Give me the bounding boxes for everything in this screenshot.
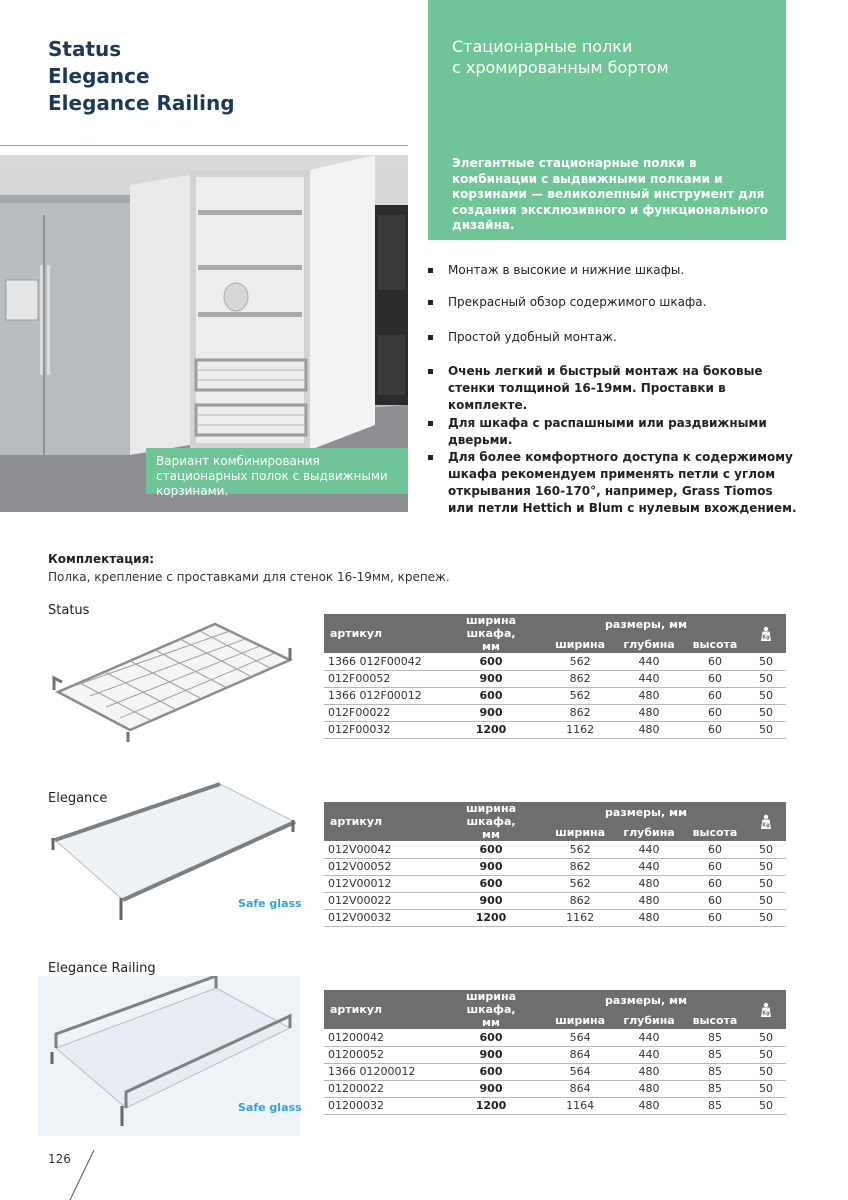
cell-cabinet-width: 600 xyxy=(436,1029,546,1046)
cell-width: 562 xyxy=(546,687,614,704)
cell-cabinet-width: 900 xyxy=(436,892,546,909)
cell-load: 50 xyxy=(746,909,786,926)
kitchen-photo xyxy=(0,155,408,512)
cell-load: 50 xyxy=(746,653,786,670)
cell-load: 50 xyxy=(746,721,786,738)
title-divider xyxy=(0,145,408,146)
cell-cabinet-width: 900 xyxy=(436,1080,546,1097)
intro-heading-line-1: Стационарные полки xyxy=(452,37,633,56)
feature-item: Очень легкий и быстрый монтаж на боковые стенки толщиной 16-19мм. Проставки в комплекте. xyxy=(428,363,798,414)
title-line-status: Status xyxy=(48,37,122,61)
svg-text:Kg: Kg xyxy=(762,634,770,640)
header-load xyxy=(746,802,786,841)
title-line-elegance: Elegance xyxy=(48,64,150,88)
cell-article: 01200032 xyxy=(324,1097,436,1114)
section-title-elegance-railing: Elegance Railing xyxy=(48,961,156,976)
header-width: ширина xyxy=(546,1011,614,1029)
cell-depth: 440 xyxy=(614,653,684,670)
cell-article: 1366 012F00012 xyxy=(324,687,436,704)
cell-cabinet-width: 900 xyxy=(436,704,546,721)
svg-text:Kg: Kg xyxy=(762,1010,770,1016)
cell-width: 862 xyxy=(546,704,614,721)
table-row xyxy=(324,841,786,858)
cell-cabinet-width: 600 xyxy=(436,841,546,858)
cell-article: 012V00022 xyxy=(324,892,436,909)
feature-item: Для более комфортного доступа к содержимому шкафа рекомендуем применять петли с углом открывания 160-170°, например, Grass Tiomos или петли Hettich и Blum с нулевым вхождением. xyxy=(428,449,802,517)
header-depth: глубина xyxy=(614,1011,684,1029)
cell-width: 562 xyxy=(546,875,614,892)
page-number: 126 xyxy=(48,1152,71,1166)
cell-load: 50 xyxy=(746,1080,786,1097)
cell-height: 60 xyxy=(684,892,746,909)
cell-width: 862 xyxy=(546,858,614,875)
header-cabinet-width-l1: ширина шкафа, xyxy=(466,802,516,828)
cell-load: 50 xyxy=(746,858,786,875)
header-height: высота xyxy=(684,635,746,653)
header-width: ширина xyxy=(546,635,614,653)
spec-table-elegance-railing xyxy=(324,990,786,1115)
table-row xyxy=(324,1029,786,1046)
cell-width: 1162 xyxy=(546,909,614,926)
table-row xyxy=(324,875,786,892)
cell-depth: 480 xyxy=(614,1063,684,1080)
header-height: высота xyxy=(684,823,746,841)
cell-height: 60 xyxy=(684,670,746,687)
header-dimensions: размеры, мм xyxy=(546,614,746,635)
cell-article: 1366 01200012 xyxy=(324,1063,436,1080)
header-cabinet-width-l1: ширина шкафа, xyxy=(466,990,516,1016)
cell-depth: 440 xyxy=(614,1029,684,1046)
header-depth: глубина xyxy=(614,823,684,841)
kit-description: Полка, крепление с проставками для стенок 16-19мм, крепеж. xyxy=(48,570,450,584)
kit-title: Комплектация: xyxy=(48,552,155,566)
spec-rows-elegance-railing xyxy=(324,1029,786,1114)
cell-height: 85 xyxy=(684,1029,746,1046)
header-cabinet-width xyxy=(436,614,546,653)
cell-load: 50 xyxy=(746,1046,786,1063)
header-cabinet-width-l2: мм xyxy=(482,828,500,841)
table-row xyxy=(324,653,786,670)
table-row xyxy=(324,670,786,687)
intro-description: Элегантные стационарные полки в комбинации с выдвижными полками и корзинами — великолепный инструмент для создания эксклюзивного и функционального дизайна. xyxy=(452,156,768,232)
spec-rows-status xyxy=(324,653,786,738)
cell-depth: 440 xyxy=(614,858,684,875)
header-cabinet-width xyxy=(436,990,546,1029)
cell-cabinet-width: 900 xyxy=(436,1046,546,1063)
header-depth: глубина xyxy=(614,635,684,653)
cell-width: 862 xyxy=(546,670,614,687)
header-dimensions: размеры, мм xyxy=(546,990,746,1011)
header-dimensions: размеры, мм xyxy=(546,802,746,823)
cell-height: 85 xyxy=(684,1063,746,1080)
cell-width: 564 xyxy=(546,1029,614,1046)
cell-depth: 480 xyxy=(614,1097,684,1114)
cell-load: 50 xyxy=(746,841,786,858)
header-cabinet-width-l1: ширина шкафа, xyxy=(466,614,516,640)
table-row xyxy=(324,892,786,909)
cell-article: 01200022 xyxy=(324,1080,436,1097)
header-cabinet-width xyxy=(436,802,546,841)
cell-article: 012F00032 xyxy=(324,721,436,738)
status-shelf-image xyxy=(50,612,300,752)
table-row xyxy=(324,1063,786,1080)
cell-load: 50 xyxy=(746,670,786,687)
header-load xyxy=(746,990,786,1029)
intro-panel xyxy=(428,0,786,240)
feature-item: Простой удобный монтаж. xyxy=(428,329,818,346)
cell-cabinet-width: 1200 xyxy=(436,909,546,926)
cell-width: 562 xyxy=(546,653,614,670)
svg-text:Kg: Kg xyxy=(762,822,770,828)
cell-width: 1164 xyxy=(546,1097,614,1114)
cell-width: 864 xyxy=(546,1046,614,1063)
cell-cabinet-width: 600 xyxy=(436,1063,546,1080)
cell-width: 862 xyxy=(546,892,614,909)
header-load xyxy=(746,614,786,653)
cell-cabinet-width: 900 xyxy=(436,670,546,687)
cell-article: 01200052 xyxy=(324,1046,436,1063)
cell-cabinet-width: 600 xyxy=(436,653,546,670)
cell-cabinet-width: 600 xyxy=(436,687,546,704)
feature-item: Прекрасный обзор содержимого шкафа. xyxy=(428,294,818,311)
cell-cabinet-width: 1200 xyxy=(436,1097,546,1114)
cell-load: 50 xyxy=(746,1097,786,1114)
cell-cabinet-width: 1200 xyxy=(436,721,546,738)
header-article: артикул xyxy=(324,614,436,653)
cell-depth: 480 xyxy=(614,721,684,738)
spec-rows-elegance xyxy=(324,841,786,926)
table-row xyxy=(324,721,786,738)
cell-height: 60 xyxy=(684,909,746,926)
cell-height: 60 xyxy=(684,841,746,858)
kg-weight-icon xyxy=(760,1002,772,1018)
cell-height: 85 xyxy=(684,1097,746,1114)
cell-height: 60 xyxy=(684,653,746,670)
page-number-slash xyxy=(66,1148,98,1200)
table-row xyxy=(324,858,786,875)
cell-load: 50 xyxy=(746,1063,786,1080)
kg-weight-icon xyxy=(760,814,772,830)
cell-load: 50 xyxy=(746,1029,786,1046)
safe-glass-label-elegance: Safe glass xyxy=(238,897,302,910)
cell-load: 50 xyxy=(746,892,786,909)
table-row xyxy=(324,1046,786,1063)
table-row xyxy=(324,704,786,721)
cell-width: 864 xyxy=(546,1080,614,1097)
header-cabinet-width-l2: мм xyxy=(482,1016,500,1029)
cell-width: 562 xyxy=(546,841,614,858)
cell-article: 012V00042 xyxy=(324,841,436,858)
safe-glass-label-elegance-railing: Safe glass xyxy=(238,1101,302,1114)
cell-depth: 480 xyxy=(614,704,684,721)
cell-article: 012F00022 xyxy=(324,704,436,721)
cell-depth: 480 xyxy=(614,687,684,704)
table-row xyxy=(324,1080,786,1097)
feature-item: Для шкафа с распашными или раздвижными дверьми. xyxy=(428,415,818,449)
header-article: артикул xyxy=(324,802,436,841)
cell-load: 50 xyxy=(746,687,786,704)
intro-heading xyxy=(452,36,762,78)
cell-article: 012V00052 xyxy=(324,858,436,875)
cell-cabinet-width: 900 xyxy=(436,858,546,875)
cell-cabinet-width: 600 xyxy=(436,875,546,892)
cell-width: 564 xyxy=(546,1063,614,1080)
cell-article: 1366 012F00042 xyxy=(324,653,436,670)
cell-depth: 440 xyxy=(614,841,684,858)
cell-article: 012V00032 xyxy=(324,909,436,926)
cell-depth: 440 xyxy=(614,1046,684,1063)
table-row xyxy=(324,909,786,926)
cell-article: 012V00012 xyxy=(324,875,436,892)
cell-load: 50 xyxy=(746,875,786,892)
cell-width: 1162 xyxy=(546,721,614,738)
section-title-status: Status xyxy=(48,603,90,618)
spec-table-status xyxy=(324,614,786,739)
photo-caption: Вариант комбинирования стационарных полок с выдвижными корзинами. xyxy=(146,448,408,494)
table-row xyxy=(324,687,786,704)
title-line-elegance-railing: Elegance Railing xyxy=(48,91,235,115)
cell-depth: 480 xyxy=(614,909,684,926)
section-title-elegance: Elegance xyxy=(48,791,108,806)
cell-depth: 480 xyxy=(614,1080,684,1097)
cell-height: 85 xyxy=(684,1046,746,1063)
header-width: ширина xyxy=(546,823,614,841)
cell-height: 85 xyxy=(684,1080,746,1097)
cell-depth: 480 xyxy=(614,875,684,892)
intro-heading-line-2: с хромированным бортом xyxy=(452,58,669,77)
cell-height: 60 xyxy=(684,704,746,721)
page-title xyxy=(48,36,235,117)
header-height: высота xyxy=(684,1011,746,1029)
cell-height: 60 xyxy=(684,858,746,875)
header-article: артикул xyxy=(324,990,436,1029)
header-cabinet-width-l2: мм xyxy=(482,640,500,653)
cell-depth: 440 xyxy=(614,670,684,687)
spec-table-elegance xyxy=(324,802,786,927)
cell-load: 50 xyxy=(746,704,786,721)
table-row xyxy=(324,1097,786,1114)
cell-depth: 480 xyxy=(614,892,684,909)
cell-article: 012F00052 xyxy=(324,670,436,687)
kg-weight-icon xyxy=(760,626,772,642)
cell-height: 60 xyxy=(684,875,746,892)
cell-height: 60 xyxy=(684,687,746,704)
cell-height: 60 xyxy=(684,721,746,738)
cell-article: 01200042 xyxy=(324,1029,436,1046)
feature-item: Монтаж в высокие и нижние шкафы. xyxy=(428,262,818,279)
